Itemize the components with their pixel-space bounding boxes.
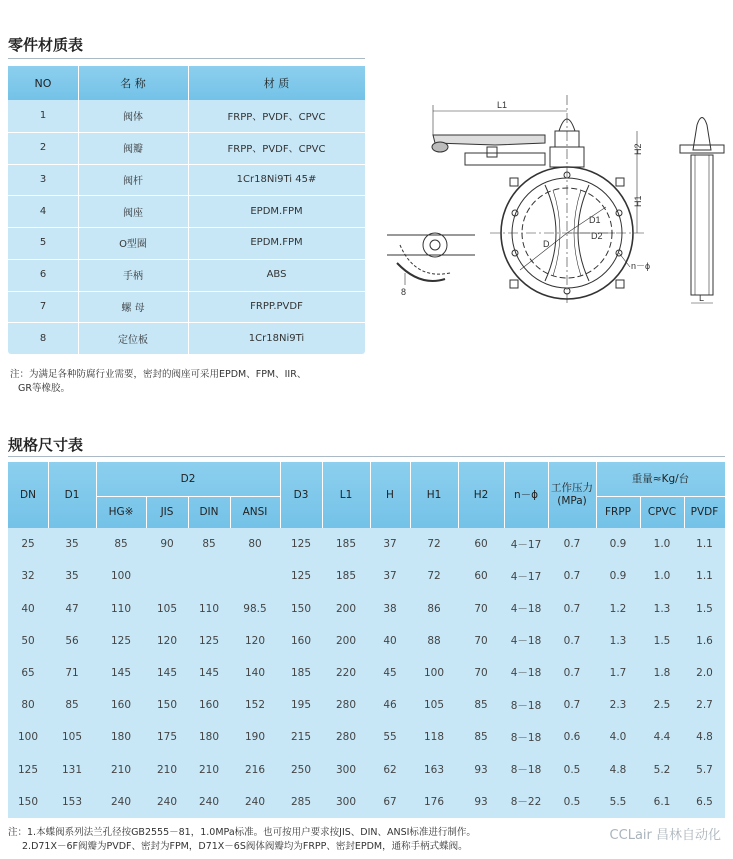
spec-cell: 45 [383,666,397,679]
spec-cell: 85 [65,699,79,712]
valve-front-view [432,95,645,305]
parts-note-line2: GR等橡胶。 [18,383,70,394]
spec-cell: 85 [202,538,216,551]
spec-cell: 0.5 [563,795,581,808]
spec-cell: 150 [17,795,39,808]
spec-cell: 35 [65,570,79,583]
spec-cell: 175 [156,731,178,744]
parts-row-divider [8,132,365,133]
spec-cell: 145 [110,666,132,679]
spec-cell: 0.9 [609,538,627,551]
spec-cell: 32 [21,570,35,583]
label-h1: H1 [633,195,643,207]
parts-cell-name: 阀杆 [123,175,143,187]
header-pressure-line1: 工作压力 [551,482,593,494]
spec-cell: 0.7 [563,570,581,583]
parts-cell-material: FRPP.PVDF [250,300,303,312]
spec-cell: 190 [244,731,266,744]
header-l1: L1 [339,488,353,501]
parts-header-no: NO [34,76,52,90]
header-d3: D3 [293,488,309,501]
label-l1: L1 [497,100,508,110]
header-jis: JIS [160,505,174,518]
spec-cell: 125 [110,634,132,647]
spec-cell: 4.4 [653,731,671,744]
spec-cell: 163 [423,763,445,776]
spec-cell: 160 [198,699,220,712]
spec-cell: 0.6 [563,731,581,744]
butterfly-valve-drawing [375,95,725,310]
spec-cell: 4.0 [609,731,627,744]
spec-cell: 2.5 [653,699,671,712]
parts-note-line1: 注：为满足各种防腐行业需要，密封的阀座可采用EPDM、FPM、IIR、 [10,369,307,380]
spec-cell: 125 [290,538,312,551]
parts-table-title: 零件材质表 [8,36,84,54]
spec-cell: 56 [65,634,79,647]
spec-cell: 280 [335,731,357,744]
parts-column-divider [188,66,189,354]
spec-cell: 215 [290,731,312,744]
label-part-8: 8 [401,287,407,297]
spec-cell: 35 [65,538,79,551]
spec-cell: 4－18 [510,667,542,680]
parts-column-divider [78,66,79,354]
spec-cell: 110 [110,602,132,615]
spec-cell: 1.5 [696,602,713,615]
spec-cell: 85 [474,699,488,712]
header-pressure [548,462,596,528]
spec-cell: 120 [156,634,178,647]
header-column-divider [458,462,459,528]
spec-cell: 216 [244,763,266,776]
parts-cell-no: 6 [39,269,47,281]
header-d2: D2 [180,472,196,485]
spec-cell: 93 [474,795,488,808]
spec-cell: 60 [474,538,488,551]
spec-cell: 105 [423,699,445,712]
spec-cell: 210 [110,763,132,776]
handle-detail-view [387,233,475,285]
header-column-divider [188,496,189,528]
parts-material-table [8,66,365,354]
watermark: CCLair 昌林自动化 [609,828,721,843]
spec-cell: 55 [383,731,397,744]
spec-cell: 280 [335,699,357,712]
spec-cell: 4－17 [510,538,542,551]
header-column-divider [596,462,597,528]
spec-cell: 4－17 [510,570,542,583]
parts-cell-name: 螺 母 [121,302,145,314]
spec-cell: 72 [427,538,441,551]
spec-cell: 0.7 [563,602,581,615]
parts-row-divider [8,195,365,196]
spec-cell: 1.5 [653,634,671,647]
spec-cell: 1.6 [696,634,713,647]
header-column-divider [322,462,323,528]
spec-cell [188,560,230,592]
spec-cell: 85 [114,538,128,551]
spec-cell: 98.5 [243,602,267,615]
spec-cell: 1.3 [653,602,671,615]
spec-cell: 0.7 [563,538,581,551]
spec-cell: 300 [335,763,357,776]
spec-cell: 105 [156,602,178,615]
parts-cell-material: FRPP、PVDF、CPVC [227,112,326,124]
spec-cell: 1.8 [653,666,671,679]
spec-cell: 125 [290,570,312,583]
spec-note-line1: 注：1.本蝶阀系列法兰孔径按GB2555－81，1.0MPa标准。也可按用户要求按JIS、DIN、ANSI标准进行制作。 [8,827,476,838]
spec-cell: 60 [474,570,488,583]
parts-cell-material: ABS [266,269,287,281]
header-dn: DN [20,488,36,501]
spec-cell: 160 [110,699,132,712]
parts-cell-no: 3 [39,173,47,185]
spec-cell: 86 [427,602,441,615]
parts-header-name: 名 称 [120,77,146,90]
spec-cell: 125 [17,763,39,776]
header-weight: 重量≈Kg/台 [631,472,690,485]
valve-side-view [680,118,724,304]
header-cpvc: CPVC [647,505,677,518]
header-h1: H1 [426,488,442,501]
spec-cell: 240 [244,795,266,808]
spec-cell: 4.8 [696,731,713,744]
spec-cell: 160 [290,634,312,647]
spec-cell: 0.7 [563,634,581,647]
spec-cell: 100 [17,731,39,744]
spec-cell: 0.7 [563,666,581,679]
label-n-phi: n－ϕ [631,261,651,271]
spec-cell: 80 [21,699,35,712]
spec-cell: 90 [160,538,174,551]
spec-cell: 100 [110,570,132,583]
header-column-divider [504,462,505,528]
spec-cell: 8－18 [510,699,542,712]
spec-cell: 2.0 [696,666,713,679]
spec-cell: 140 [244,666,266,679]
spec-cell: 110 [198,602,220,615]
spec-cell: 152 [244,699,266,712]
spec-cell: 6.5 [696,795,713,808]
spec-cell: 8－22 [510,796,542,809]
parts-cell-material: EPDM.FPM [250,205,303,217]
header-h: H [386,488,394,501]
header-d1: D1 [64,488,80,501]
spec-cell: 70 [474,634,488,647]
spec-cell: 125 [198,634,220,647]
spec-cell: 6.1 [653,795,671,808]
spec-cell: 153 [61,795,83,808]
parts-cell-no: 5 [39,237,47,249]
spec-cell: 240 [198,795,220,808]
header-ansi: ANSI [242,505,268,518]
spec-cell: 180 [110,731,132,744]
header-pvdf: PVDF [690,505,719,518]
header-column-divider [548,462,549,528]
label-l: L [699,293,705,303]
header-h2: H2 [473,488,489,501]
parts-title-divider [8,58,365,59]
spec-cell: 8－18 [510,731,542,744]
spec-cell: 0.7 [563,699,581,712]
spec-cell: 200 [335,634,357,647]
parts-cell-no: 4 [39,205,47,217]
parts-cell-name: O型圈 [119,239,147,251]
spec-table-title: 规格尺寸表 [8,436,84,454]
parts-cell-material: 1Cr18Ni9Ti 45# [236,173,317,185]
spec-cell: 118 [423,731,445,744]
spec-cell: 88 [427,634,441,647]
spec-cell: 220 [335,666,357,679]
label-h2: H2 [633,143,643,155]
spec-cell: 40 [383,634,397,647]
spec-cell: 25 [21,538,35,551]
label-d1: D1 [589,215,601,225]
spec-cell: 1.0 [653,570,671,583]
header-column-divider [48,462,49,528]
spec-cell: 180 [198,731,220,744]
spec-cell: 0.5 [563,763,581,776]
parts-cell-name: 手柄 [123,271,143,283]
spec-cell: 70 [474,666,488,679]
spec-cell: 1.1 [696,570,713,583]
parts-cell-no: 8 [39,332,47,344]
header-column-divider [410,462,411,528]
spec-cell: 93 [474,763,488,776]
spec-cell: 1.7 [609,666,627,679]
parts-cell-no: 1 [39,110,47,122]
spec-cell: 185 [335,570,357,583]
spec-cell: 285 [290,795,312,808]
header-column-divider [640,496,641,528]
spec-cell: 72 [427,570,441,583]
header-pressure-line2: (MPa) [557,495,587,507]
spec-cell: 300 [335,795,357,808]
spec-cell: 37 [383,570,397,583]
header-column-divider [230,496,231,528]
header-column-divider [370,462,371,528]
parts-cell-no: 2 [39,142,47,154]
spec-cell: 4－18 [510,635,542,648]
spec-cell: 240 [110,795,132,808]
header-column-divider [684,496,685,528]
header-subdivider [596,496,725,497]
spec-cell: 150 [290,602,312,615]
spec-cell: 2.3 [609,699,627,712]
spec-cell: 210 [156,763,178,776]
header-column-divider [280,462,281,528]
parts-row-divider [8,291,365,292]
spec-cell: 210 [198,763,220,776]
parts-row-divider [8,259,365,260]
header-n-phi: n－ϕ [513,488,539,501]
spec-cell: 38 [383,602,397,615]
spec-cell: 67 [383,795,397,808]
parts-cell-material: EPDM.FPM [250,237,303,249]
header-hg: HG※ [108,505,134,518]
spec-cell: 100 [423,666,445,679]
header-frpp: FRPP [605,505,631,518]
spec-dimension-table [8,462,725,818]
spec-cell: 62 [383,763,397,776]
spec-cell: 5.5 [609,795,627,808]
spec-cell: 1.1 [696,538,713,551]
spec-cell: 105 [61,731,83,744]
spec-cell: 145 [198,666,220,679]
spec-cell: 5.7 [696,763,713,776]
spec-cell: 1.3 [609,634,627,647]
label-d: D [543,239,550,249]
spec-cell: 195 [290,699,312,712]
spec-cell: 8－18 [510,764,542,777]
parts-cell-material: 1Cr18Ni9Ti [248,332,305,344]
spec-cell: 40 [21,602,35,615]
spec-title-divider [8,456,725,457]
spec-cell: 240 [156,795,178,808]
spec-cell: 65 [21,666,35,679]
parts-cell-no: 7 [39,300,47,312]
parts-header-material: 材 质 [263,77,290,90]
spec-cell: 131 [61,763,83,776]
spec-cell: 185 [290,666,312,679]
spec-cell: 2.7 [696,699,713,712]
spec-cell: 46 [383,699,397,712]
spec-cell: 145 [156,666,178,679]
header-din: DIN [199,505,219,518]
spec-cell: 37 [383,538,397,551]
parts-cell-name: 阀瓣 [123,144,143,156]
spec-cell: 4－18 [510,603,542,616]
spec-cell: 47 [65,602,79,615]
spec-cell: 185 [335,538,357,551]
header-column-divider [96,462,97,528]
spec-cell: 50 [21,634,35,647]
spec-cell: 120 [244,634,266,647]
spec-cell: 4.8 [609,763,627,776]
parts-row-divider [8,164,365,165]
spec-cell: 200 [335,602,357,615]
parts-cell-material: FRPP、PVDF、CPVC [227,144,326,156]
spec-cell [230,560,280,592]
spec-cell: 150 [156,699,178,712]
spec-cell: 85 [474,731,488,744]
spec-note-line2: 2.D71X－6F阀瓣为PVDF、密封为FPM，D71X－6S阀体阀瓣均为FRPP、密封EPDM，通称手柄式蝶阀。 [22,841,468,852]
spec-cell [146,560,188,592]
parts-row-divider [8,227,365,228]
parts-row-divider [8,322,365,323]
spec-cell: 250 [290,763,312,776]
spec-cell: 0.9 [609,570,627,583]
label-d2: D2 [591,231,603,241]
spec-cell: 70 [474,602,488,615]
spec-cell: 1.0 [653,538,671,551]
parts-cell-name: 定位板 [118,334,148,346]
header-column-divider [146,496,147,528]
spec-cell: 5.2 [653,763,671,776]
spec-cell: 176 [423,795,445,808]
parts-cell-name: 阀体 [123,112,143,124]
parts-cell-name: 阀座 [123,207,143,219]
spec-cell: 1.2 [609,602,627,615]
spec-cell: 71 [65,666,79,679]
spec-cell: 80 [248,538,262,551]
